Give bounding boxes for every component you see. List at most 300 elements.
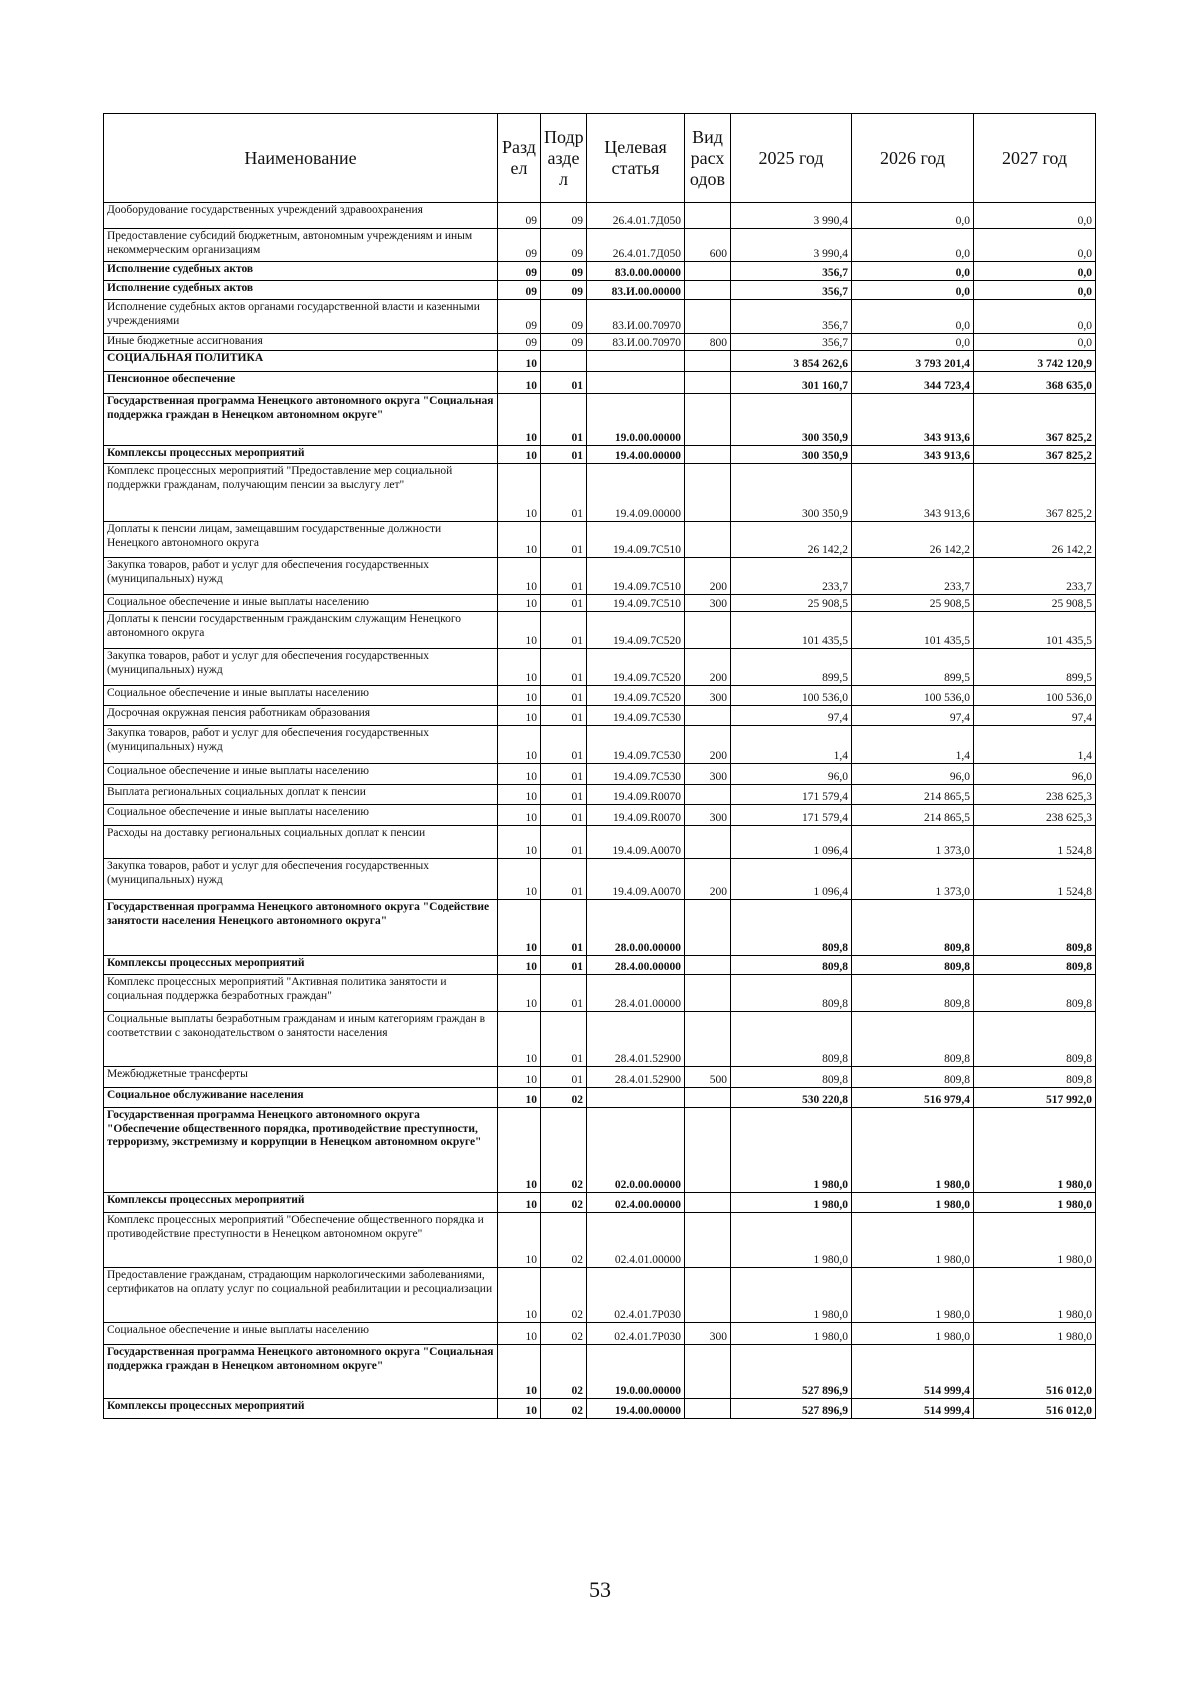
- cell-podrazdel: 01: [541, 900, 587, 956]
- cell-2027: 1 980,0: [974, 1268, 1096, 1323]
- cell-target-article: 02.4.00.00000: [587, 1193, 685, 1213]
- cell-expense-type: [685, 900, 731, 956]
- cell-expense-type: [685, 612, 731, 649]
- cell-podrazdel: 01: [541, 956, 587, 975]
- header-target-article: Целевая статья: [587, 114, 685, 203]
- cell-2026: 233,7: [852, 558, 974, 595]
- cell-razdel: 10: [498, 612, 541, 649]
- table-row: [104, 975, 1096, 1012]
- table-row: [104, 649, 1096, 686]
- cell-2026: 0,0: [852, 203, 974, 229]
- cell-name: Исполнение судебных актов органами государственной власти и казенными учреждениями: [104, 300, 498, 334]
- cell-2027: 238 625,3: [974, 805, 1096, 826]
- cell-target-article: 26.4.01.7Д050: [587, 229, 685, 262]
- table-row: [104, 300, 1096, 334]
- cell-target-article: [587, 351, 685, 372]
- cell-expense-type: [685, 1399, 731, 1419]
- table-row: [104, 1345, 1096, 1399]
- cell-2025: 1 980,0: [731, 1323, 852, 1345]
- cell-expense-type: 300: [685, 1323, 731, 1345]
- cell-2027: 26 142,2: [974, 522, 1096, 558]
- cell-2027: 367 825,2: [974, 464, 1096, 522]
- cell-podrazdel: 09: [541, 229, 587, 262]
- table-row: [104, 785, 1096, 805]
- cell-expense-type: 300: [685, 595, 731, 612]
- cell-razdel: 10: [498, 1067, 541, 1088]
- table-header-row: [104, 114, 1096, 203]
- cell-podrazdel: 01: [541, 726, 587, 764]
- cell-expense-type: 200: [685, 726, 731, 764]
- cell-2027: 0,0: [974, 262, 1096, 281]
- cell-name: Комплексы процессных мероприятий: [104, 1399, 498, 1419]
- cell-target-article: 28.4.01.52900: [587, 1067, 685, 1088]
- table-row: [104, 1399, 1096, 1419]
- cell-target-article: 83.И.00.70970: [587, 334, 685, 351]
- cell-2027: 1 524,8: [974, 826, 1096, 859]
- table-row: [104, 1108, 1096, 1193]
- cell-razdel: 10: [498, 859, 541, 900]
- cell-2026: 514 999,4: [852, 1345, 974, 1399]
- table-row: [104, 558, 1096, 595]
- cell-target-article: 19.4.09.7С510: [587, 522, 685, 558]
- cell-podrazdel: 01: [541, 859, 587, 900]
- header-year-2027: 2027 год: [974, 114, 1096, 203]
- table-row: [104, 351, 1096, 372]
- cell-expense-type: [685, 1108, 731, 1193]
- cell-2027: 0,0: [974, 281, 1096, 300]
- cell-2026: 343 913,6: [852, 446, 974, 464]
- cell-2025: 1 096,4: [731, 859, 852, 900]
- cell-2025: 171 579,4: [731, 785, 852, 805]
- cell-podrazdel: 01: [541, 394, 587, 446]
- cell-podrazdel: 01: [541, 975, 587, 1012]
- cell-2025: 96,0: [731, 764, 852, 785]
- cell-2027: 809,8: [974, 956, 1096, 975]
- cell-2026: 809,8: [852, 956, 974, 975]
- cell-razdel: 10: [498, 394, 541, 446]
- cell-expense-type: 300: [685, 686, 731, 706]
- cell-2027: 238 625,3: [974, 785, 1096, 805]
- cell-name: Пенсионное обеспечение: [104, 372, 498, 394]
- cell-razdel: 10: [498, 522, 541, 558]
- cell-target-article: 28.4.00.00000: [587, 956, 685, 975]
- cell-podrazdel: 09: [541, 281, 587, 300]
- cell-2025: 809,8: [731, 900, 852, 956]
- cell-2025: 809,8: [731, 1067, 852, 1088]
- table-row: [104, 1268, 1096, 1323]
- table-row: [104, 612, 1096, 649]
- table-row: [104, 1213, 1096, 1268]
- cell-razdel: 10: [498, 826, 541, 859]
- table-row: [104, 900, 1096, 956]
- cell-expense-type: [685, 262, 731, 281]
- table-row: [104, 1193, 1096, 1213]
- cell-2025: 3 990,4: [731, 203, 852, 229]
- cell-expense-type: [685, 1213, 731, 1268]
- cell-expense-type: [685, 281, 731, 300]
- cell-2025: 899,5: [731, 649, 852, 686]
- cell-2026: 0,0: [852, 281, 974, 300]
- cell-2027: 97,4: [974, 706, 1096, 726]
- cell-2026: 214 865,5: [852, 805, 974, 826]
- cell-2027: 0,0: [974, 334, 1096, 351]
- cell-expense-type: [685, 203, 731, 229]
- cell-podrazdel: [541, 351, 587, 372]
- cell-podrazdel: 01: [541, 826, 587, 859]
- cell-2025: 809,8: [731, 956, 852, 975]
- cell-2026: 809,8: [852, 900, 974, 956]
- cell-name: Иные бюджетные ассигнования: [104, 334, 498, 351]
- cell-target-article: 19.0.00.00000: [587, 394, 685, 446]
- table-row: [104, 706, 1096, 726]
- cell-razdel: 10: [498, 1213, 541, 1268]
- cell-razdel: 10: [498, 686, 541, 706]
- cell-target-article: 02.4.01.00000: [587, 1213, 685, 1268]
- cell-2027: 809,8: [974, 975, 1096, 1012]
- cell-2027: 516 012,0: [974, 1399, 1096, 1419]
- cell-expense-type: [685, 522, 731, 558]
- cell-target-article: 02.4.01.7Р030: [587, 1323, 685, 1345]
- cell-razdel: 10: [498, 900, 541, 956]
- header-name: Наименование: [104, 114, 498, 203]
- table-row: [104, 522, 1096, 558]
- cell-name: Дооборудование государственных учреждений здравоохранения: [104, 203, 498, 229]
- cell-expense-type: 200: [685, 649, 731, 686]
- cell-target-article: [587, 1088, 685, 1108]
- cell-razdel: 10: [498, 1268, 541, 1323]
- cell-2025: 527 896,9: [731, 1345, 852, 1399]
- cell-target-article: 19.0.00.00000: [587, 1345, 685, 1399]
- cell-name: Досрочная окружная пенсия работникам образования: [104, 706, 498, 726]
- cell-2027: 96,0: [974, 764, 1096, 785]
- cell-2026: 809,8: [852, 1067, 974, 1088]
- cell-target-article: 19.4.09.R0070: [587, 785, 685, 805]
- cell-name: Закупка товаров, работ и услуг для обеспечения государственных (муниципальных) нужд: [104, 859, 498, 900]
- table-row: [104, 203, 1096, 229]
- cell-razdel: 09: [498, 334, 541, 351]
- table-row: [104, 726, 1096, 764]
- cell-name: СОЦИАЛЬНАЯ ПОЛИТИКА: [104, 351, 498, 372]
- cell-name: Социальное обеспечение и иные выплаты населению: [104, 1323, 498, 1345]
- cell-razdel: 10: [498, 785, 541, 805]
- cell-target-article: 28.0.00.00000: [587, 900, 685, 956]
- table-row: [104, 1067, 1096, 1088]
- cell-2026: 344 723,4: [852, 372, 974, 394]
- cell-2025: 3 990,4: [731, 229, 852, 262]
- header-year-2026: 2026 год: [852, 114, 974, 203]
- cell-2026: 1 980,0: [852, 1193, 974, 1213]
- cell-podrazdel: 09: [541, 203, 587, 229]
- cell-2026: 343 913,6: [852, 464, 974, 522]
- cell-razdel: 10: [498, 706, 541, 726]
- cell-podrazdel: 02: [541, 1213, 587, 1268]
- cell-target-article: 19.4.00.00000: [587, 446, 685, 464]
- cell-2025: 527 896,9: [731, 1399, 852, 1419]
- cell-2026: 3 793 201,4: [852, 351, 974, 372]
- cell-2027: 367 825,2: [974, 446, 1096, 464]
- cell-expense-type: [685, 351, 731, 372]
- table-row: [104, 826, 1096, 859]
- cell-2027: 809,8: [974, 1067, 1096, 1088]
- cell-razdel: 10: [498, 1399, 541, 1419]
- cell-expense-type: [685, 394, 731, 446]
- cell-podrazdel: 01: [541, 612, 587, 649]
- cell-podrazdel: 02: [541, 1193, 587, 1213]
- cell-razdel: 10: [498, 956, 541, 975]
- cell-2026: 1 373,0: [852, 826, 974, 859]
- cell-name: Комплекс процессных мероприятий "Обеспечение общественного порядка и противодействие преступности в Ненецком автономном округе": [104, 1213, 498, 1268]
- cell-expense-type: [685, 1268, 731, 1323]
- cell-expense-type: 300: [685, 805, 731, 826]
- cell-name: Комплексы процессных мероприятий: [104, 446, 498, 464]
- cell-expense-type: [685, 785, 731, 805]
- cell-2025: 301 160,7: [731, 372, 852, 394]
- cell-2026: 1 373,0: [852, 859, 974, 900]
- cell-target-article: 19.4.09.7С530: [587, 706, 685, 726]
- table-row: [104, 372, 1096, 394]
- cell-razdel: 09: [498, 262, 541, 281]
- cell-target-article: 19.4.09.А0070: [587, 859, 685, 900]
- cell-2025: 26 142,2: [731, 522, 852, 558]
- cell-razdel: 10: [498, 1323, 541, 1345]
- cell-razdel: 10: [498, 595, 541, 612]
- cell-target-article: 28.4.01.52900: [587, 1012, 685, 1067]
- cell-podrazdel: 01: [541, 464, 587, 522]
- cell-name: Государственная программа Ненецкого автономного округа "Содействие занятости населения Ненецкого автономного округа": [104, 900, 498, 956]
- cell-podrazdel: 01: [541, 764, 587, 785]
- cell-expense-type: [685, 975, 731, 1012]
- table-row: [104, 446, 1096, 464]
- budget-table: [103, 113, 1096, 1419]
- cell-2027: 3 742 120,9: [974, 351, 1096, 372]
- cell-podrazdel: 01: [541, 706, 587, 726]
- cell-expense-type: [685, 1345, 731, 1399]
- cell-2026: 1,4: [852, 726, 974, 764]
- cell-target-article: 02.0.00.00000: [587, 1108, 685, 1193]
- cell-podrazdel: 01: [541, 785, 587, 805]
- cell-podrazdel: 01: [541, 372, 587, 394]
- cell-2025: 300 350,9: [731, 446, 852, 464]
- cell-name: Предоставление субсидий бюджетным, автономным учреждениям и иным некоммерческим организациям: [104, 229, 498, 262]
- cell-razdel: 09: [498, 281, 541, 300]
- cell-podrazdel: 02: [541, 1345, 587, 1399]
- cell-2027: 1,4: [974, 726, 1096, 764]
- table-row: [104, 262, 1096, 281]
- cell-target-article: 19.4.09.7С510: [587, 595, 685, 612]
- cell-2026: 214 865,5: [852, 785, 974, 805]
- cell-target-article: 19.4.09.7С530: [587, 764, 685, 785]
- table-row: [104, 686, 1096, 706]
- cell-2026: 0,0: [852, 262, 974, 281]
- table-row: [104, 334, 1096, 351]
- cell-name: Социальное обеспечение и иные выплаты населению: [104, 764, 498, 785]
- cell-2027: 0,0: [974, 300, 1096, 334]
- table-row: [104, 394, 1096, 446]
- page-number: 53: [589, 1577, 611, 1602]
- cell-podrazdel: 01: [541, 522, 587, 558]
- cell-name: Социальное обеспечение и иные выплаты населению: [104, 595, 498, 612]
- cell-2027: 1 980,0: [974, 1323, 1096, 1345]
- cell-2027: 367 825,2: [974, 394, 1096, 446]
- cell-name: Закупка товаров, работ и услуг для обеспечения государственных (муниципальных) нужд: [104, 649, 498, 686]
- cell-name: Предоставление гражданам, страдающим наркологическими заболеваниями, сертификатов на оплату услуг по социальной реабилитации и ресоциализации: [104, 1268, 498, 1323]
- cell-podrazdel: 02: [541, 1399, 587, 1419]
- cell-expense-type: [685, 372, 731, 394]
- cell-2027: 0,0: [974, 229, 1096, 262]
- cell-name: Социальное обслуживание населения: [104, 1088, 498, 1108]
- cell-2026: 1 980,0: [852, 1323, 974, 1345]
- cell-name: Межбюджетные трансферты: [104, 1067, 498, 1088]
- cell-name: Комплекс процессных мероприятий "Предоставление мер социальной поддержки гражданам, получающим пенсии за выслугу лет": [104, 464, 498, 522]
- table-row: [104, 805, 1096, 826]
- cell-name: Социальные выплаты безработным гражданам и иным категориям граждан в соответствии с законодательством о занятости населения: [104, 1012, 498, 1067]
- cell-target-article: 19.4.09.7С520: [587, 686, 685, 706]
- cell-2026: 516 979,4: [852, 1088, 974, 1108]
- cell-name: Доплаты к пенсии государственным гражданским служащим Ненецкого автономного округа: [104, 612, 498, 649]
- cell-2026: 0,0: [852, 300, 974, 334]
- cell-name: Государственная программа Ненецкого автономного округа "Социальная поддержка граждан в Ненецком автономном округе": [104, 394, 498, 446]
- table-row: [104, 595, 1096, 612]
- cell-podrazdel: 09: [541, 334, 587, 351]
- cell-razdel: 10: [498, 975, 541, 1012]
- cell-target-article: 83.И.00.00000: [587, 281, 685, 300]
- cell-podrazdel: 02: [541, 1108, 587, 1193]
- cell-2027: 1 524,8: [974, 859, 1096, 900]
- cell-2026: 1 980,0: [852, 1268, 974, 1323]
- cell-target-article: 19.4.09.7С520: [587, 649, 685, 686]
- cell-2026: 96,0: [852, 764, 974, 785]
- cell-expense-type: [685, 706, 731, 726]
- cell-2027: 233,7: [974, 558, 1096, 595]
- cell-2026: 25 908,5: [852, 595, 974, 612]
- cell-2025: 100 536,0: [731, 686, 852, 706]
- cell-2027: 899,5: [974, 649, 1096, 686]
- cell-2027: 0,0: [974, 203, 1096, 229]
- cell-podrazdel: 01: [541, 595, 587, 612]
- table-row: [104, 1088, 1096, 1108]
- cell-expense-type: [685, 1012, 731, 1067]
- cell-podrazdel: 09: [541, 300, 587, 334]
- table-row: [104, 956, 1096, 975]
- cell-2027: 809,8: [974, 900, 1096, 956]
- cell-2025: 356,7: [731, 281, 852, 300]
- cell-target-article: 19.4.09.7С510: [587, 558, 685, 595]
- cell-name: Комплекс процессных мероприятий "Активная политика занятости и социальная поддержка безработных граждан": [104, 975, 498, 1012]
- cell-2025: 530 220,8: [731, 1088, 852, 1108]
- cell-name: Социальное обеспечение и иные выплаты населению: [104, 686, 498, 706]
- cell-expense-type: 600: [685, 229, 731, 262]
- cell-expense-type: [685, 300, 731, 334]
- cell-name: Государственная программа Ненецкого автономного округа "Социальная поддержка граждан в Ненецком автономном округе": [104, 1345, 498, 1399]
- cell-2025: 1,4: [731, 726, 852, 764]
- cell-razdel: 10: [498, 558, 541, 595]
- cell-target-article: 19.4.00.00000: [587, 1399, 685, 1419]
- cell-2026: 809,8: [852, 975, 974, 1012]
- cell-razdel: 09: [498, 229, 541, 262]
- cell-2027: 101 435,5: [974, 612, 1096, 649]
- cell-2025: 25 908,5: [731, 595, 852, 612]
- cell-razdel: 10: [498, 446, 541, 464]
- cell-2025: 1 980,0: [731, 1268, 852, 1323]
- cell-2027: 1 980,0: [974, 1213, 1096, 1268]
- cell-2025: 809,8: [731, 975, 852, 1012]
- cell-2027: 517 992,0: [974, 1088, 1096, 1108]
- cell-name: Выплата региональных социальных доплат к пенсии: [104, 785, 498, 805]
- cell-expense-type: [685, 826, 731, 859]
- cell-name: Исполнение судебных актов: [104, 262, 498, 281]
- cell-razdel: 10: [498, 351, 541, 372]
- cell-name: Комплексы процессных мероприятий: [104, 1193, 498, 1213]
- cell-2027: 1 980,0: [974, 1193, 1096, 1213]
- cell-name: Закупка товаров, работ и услуг для обеспечения государственных (муниципальных) нужд: [104, 726, 498, 764]
- table-row: [104, 1012, 1096, 1067]
- cell-expense-type: 500: [685, 1067, 731, 1088]
- cell-2026: 1 980,0: [852, 1108, 974, 1193]
- cell-name: Расходы на доставку региональных социальных доплат к пенсии: [104, 826, 498, 859]
- cell-2027: 100 536,0: [974, 686, 1096, 706]
- cell-2026: 343 913,6: [852, 394, 974, 446]
- cell-2026: 101 435,5: [852, 612, 974, 649]
- cell-podrazdel: 01: [541, 446, 587, 464]
- cell-expense-type: [685, 446, 731, 464]
- cell-2025: 101 435,5: [731, 612, 852, 649]
- cell-razdel: 10: [498, 649, 541, 686]
- cell-razdel: 10: [498, 764, 541, 785]
- cell-2026: 899,5: [852, 649, 974, 686]
- cell-2026: 100 536,0: [852, 686, 974, 706]
- cell-target-article: 19.4.09.А0070: [587, 826, 685, 859]
- cell-2026: 0,0: [852, 229, 974, 262]
- cell-2026: 1 980,0: [852, 1213, 974, 1268]
- cell-2025: 356,7: [731, 334, 852, 351]
- cell-target-article: 02.4.01.7Р030: [587, 1268, 685, 1323]
- cell-2025: 356,7: [731, 262, 852, 281]
- header-podrazdel: Подр азде л: [541, 114, 587, 203]
- cell-expense-type: [685, 1193, 731, 1213]
- cell-target-article: 26.4.01.7Д050: [587, 203, 685, 229]
- cell-target-article: 19.4.09.R0070: [587, 805, 685, 826]
- cell-2025: 809,8: [731, 1012, 852, 1067]
- cell-razdel: 09: [498, 203, 541, 229]
- cell-target-article: 83.И.00.70970: [587, 300, 685, 334]
- cell-expense-type: [685, 1088, 731, 1108]
- cell-2025: 300 350,9: [731, 464, 852, 522]
- cell-razdel: 10: [498, 372, 541, 394]
- cell-2025: 356,7: [731, 300, 852, 334]
- cell-podrazdel: 02: [541, 1088, 587, 1108]
- cell-target-article: 19.4.09.00000: [587, 464, 685, 522]
- cell-2026: 809,8: [852, 1012, 974, 1067]
- cell-target-article: 19.4.09.7С520: [587, 612, 685, 649]
- cell-razdel: 10: [498, 1088, 541, 1108]
- cell-razdel: 10: [498, 1012, 541, 1067]
- cell-podrazdel: 01: [541, 805, 587, 826]
- cell-podrazdel: 01: [541, 1067, 587, 1088]
- cell-target-article: 83.0.00.00000: [587, 262, 685, 281]
- table-row: [104, 281, 1096, 300]
- cell-expense-type: [685, 956, 731, 975]
- table-body: [104, 203, 1096, 1419]
- header-expense-type: Вид расх одов: [685, 114, 731, 203]
- cell-name: Доплаты к пенсии лицам, замещавшим государственные должности Ненецкого автономного округа: [104, 522, 498, 558]
- cell-razdel: 10: [498, 726, 541, 764]
- table-row: [104, 229, 1096, 262]
- cell-podrazdel: 02: [541, 1268, 587, 1323]
- header-razdel: Разд ел: [498, 114, 541, 203]
- table-row: [104, 764, 1096, 785]
- cell-2027: 809,8: [974, 1012, 1096, 1067]
- cell-2026: 514 999,4: [852, 1399, 974, 1419]
